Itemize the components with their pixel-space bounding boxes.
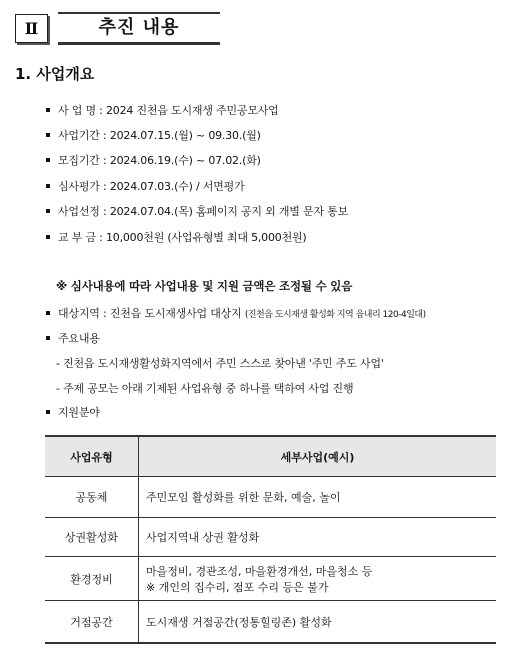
bullet-icon	[46, 108, 50, 112]
item-business-name: 사 업 명 : 2024 진천읍 도시재생 주민공모사업	[58, 104, 279, 117]
table-cell-type: 상권활성화	[45, 518, 139, 557]
bullet-icon	[46, 336, 50, 340]
table-cell-type: 환경정비	[45, 557, 139, 601]
section-title: 추진 내용	[58, 12, 220, 45]
table-row	[45, 477, 496, 518]
bullet-icon	[46, 311, 50, 315]
item-evaluation: 심사평가 : 2024.07.03.(수) / 서면평가	[58, 180, 245, 193]
table-row	[45, 601, 496, 644]
item-support-field: 지원분야	[58, 406, 100, 419]
table-cell-type: 공동체	[45, 477, 139, 518]
table-header-row	[45, 436, 496, 477]
table-row	[45, 557, 496, 601]
item-business-period: 사업기간 : 2024.07.15.(월) ~ 09.30.(월)	[58, 129, 261, 142]
table-cell-type: 거점공간	[45, 601, 139, 644]
desc-note: ※ 개인의 집수리, 점포 수리 등은 불가	[146, 580, 329, 594]
support-table	[45, 435, 496, 644]
item-recruit-period: 모집기간 : 2024.06.19.(수) ~ 07.02.(화)	[58, 154, 261, 167]
main-content-line: - 주제 공모는 아래 기제된 사업유형 중 하나를 택하여 사업 진행	[56, 382, 354, 395]
adjustment-note: ※ 심사내용에 따라 사업내용 및 지원 금액은 조정될 수 있음	[56, 279, 353, 293]
main-content-line: - 진천읍 도시재생활성화지역에서 주민 스스로 찾아낸 '주민 주도 사업'	[56, 357, 384, 370]
item-grant: 교 부 금 : 10,000천원 (사업유형별 최대 5,000천원)	[58, 231, 307, 244]
table-cell-desc: 도시재생 거점공간(정통힐링존) 활성화	[139, 601, 497, 644]
bullet-icon	[46, 184, 50, 188]
table-header: 세부사업(예시)	[139, 436, 497, 477]
section-number-box: Ⅱ	[15, 14, 48, 43]
table-header: 사업유형	[45, 436, 139, 477]
desc-line: 마을정비, 경관조성, 마을환경개선, 마을청소 등	[146, 564, 373, 578]
bullet-icon	[46, 410, 50, 414]
bullet-icon	[46, 158, 50, 162]
table-cell-desc	[139, 557, 497, 601]
bullet-icon	[46, 235, 50, 239]
item-main-content: 주요내용	[58, 332, 100, 345]
table-row	[45, 518, 496, 557]
heading: 1. 사업개요	[15, 65, 95, 83]
table-cell-desc: 주민모임 활성화를 위한 문화, 예술, 놀이	[139, 477, 497, 518]
bullet-icon	[46, 209, 50, 213]
bullet-icon	[46, 133, 50, 137]
table-cell-desc: 사업지역내 상권 활성화	[139, 518, 497, 557]
item-target-area: 대상지역 : 진천읍 도시재생사업 대상지 (진천읍 도시재생 활성화 지역 읍내리 120-4일대)	[58, 307, 426, 320]
item-selection: 사업선정 : 2024.07.04.(목) 홈페이지 공지 외 개별 문자 통보	[58, 205, 349, 218]
